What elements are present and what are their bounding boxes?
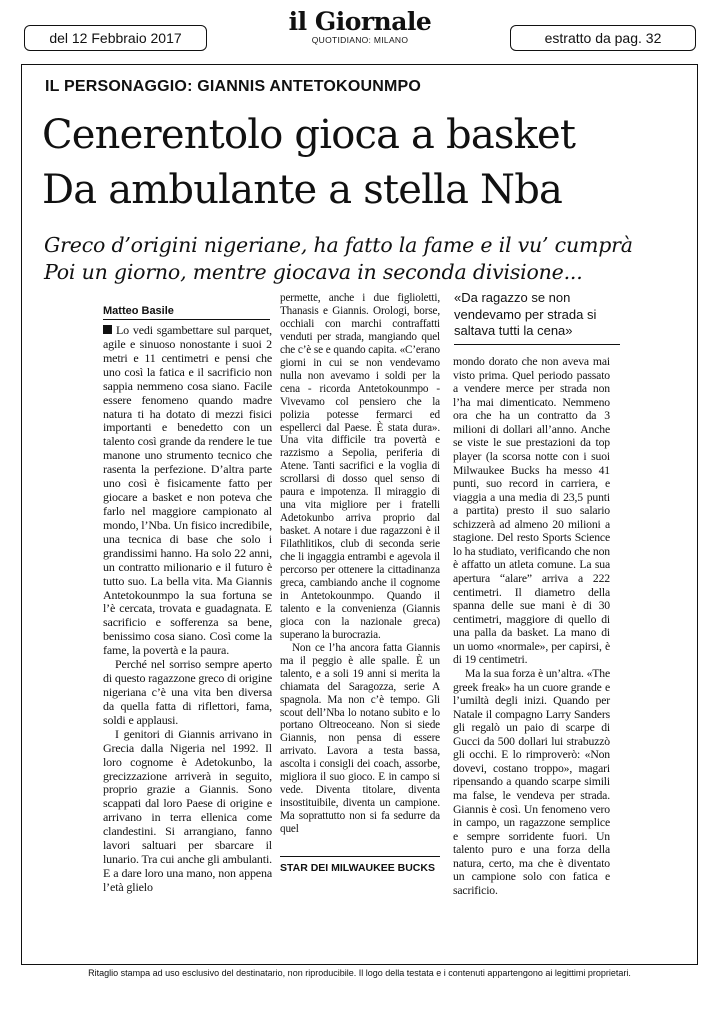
paragraph: I genitori di Giannis arrivano in Grecia dalla Nigeria nel 1992. Il loro cognome è Adetokunbo, la grecizzazione arriverà in seguito, proprio grazie a Giannis. Sono scappati dal loro Paese di origine e arrivano in terra ellenica come clandestini. Si arrangiano, fanno lavori saltuari per sbarcare il lunario. Tra cui anche gli ambulanti. E a dare loro una mano, non appena l’età glielo (103, 726, 272, 894)
masthead-subtitle: QUOTIDIANO: MILANO (311, 35, 409, 45)
article-column-1 (103, 324, 272, 895)
paragraph (103, 324, 272, 658)
masthead-title: il Giornale (288, 7, 432, 36)
masthead (270, 8, 450, 45)
paragraph: mondo dorato che non aveva mai visto prima. Quel periodo passato a vendere merce per strada non l’ha mai dimenticato. Nemmeno ora che ha un contratto da 3 milioni di dollari all’anno. Anche se viste le sue prestazioni da top player (la scorsa notte con i suoi Milwaukee Bucks ha messo 41 punti, suo record in carriera, e viaggia a una media di 23,5 punti a partita) presto il suo salario schizzerà ad almeno 20 milioni a stagione. Del resto Sports Science lo ha studiato, verificando che non è affatto un atleta comune. La sua apertura “alare” arriva a 222 centimetri. Il diametro della spanna delle sue mani è di 30 centimetri, maggiore di quello di una palla da basket. La mano di un uomo «normale», per capirsi, è di 19 centimetri. (453, 355, 610, 667)
page-reference: estratto da pag. 32 (544, 30, 662, 46)
paragraph: permette, anche i due figlioletti, Thanasis e Giannis. Orologi, borse, occhiali con marchi contraffatti venduti per strada, mangiando quel che c’è se e quando capita. «C’erano giorni in cui se non vendevamo nulla non avevamo i soldi per la cena - ricorda Antetokounmpo - Vivevamo col pensiero che la polizia potesse fermarci ed espellerci dal Paese. È stata dura». Una vita difficile tra povertà e razzismo a Sepolia, periferia di Atene. Tanti sacrifici e la voglia di scrollarsi di dosso quel senso di paura e impotenza. Il miraggio di una vita migliore per i fratelli Adetokunbo arriva proprio dal basket. A notare i due ragazzoni è il Filathlitikos, club di seconda serie che li ingaggia entrambi e agevola il percorso per ottenere la cittadinanza greca, cambiando anche il cognome in Antetokounmpo. Quando il talento e la convenienza (Giannis gioca con la nazionale greca) superano la burocrazia. (280, 292, 440, 641)
article-kicker: IL PERSONAGGIO: GIANNIS ANTETOKOUNMPO (45, 78, 422, 95)
paragraph-text: Lo vedi sgambettare sul parquet, agile e sinuoso nonostante i suoi 2 metri e 11 centimetri e pensi che uno così la fatica e il sacrificio non sappia nemmeno cosa siano. Facile essere fenomeno quando madre natura ti ha dotato di mezzi fisici importanti e benedetto con un talento così grande da rendere le tue manone uno strumento tecnico che rasenta la perfezione. D’altra parte uno così è fisicamente fatto per giocare a basket e non poteva che farlo nel maggiore campionato al mondo, l’Nba. Un fisico incredibile, una tecnica di base che solo i grandissimi hanno. Ha solo 22 anni, un contratto milionario e il futuro è tutto suo. La bella vita. Ma Giannis Antetokounmpo la sua fortuna se l’è cercata, trovata e guadagnata. E sacrificio e sofferenza sa bene, benissimo cosa siano. Così come la fame, la povertà e la paura. (103, 323, 272, 658)
photo-caption: STAR DEI MILWAUKEE BUCKS (280, 856, 440, 874)
headline-line-2: Da ambulante a stella Nba (42, 167, 563, 213)
article-column-2 (280, 292, 440, 836)
pull-quote: «Da ragazzo se non vendevamo per strada si saltava tutti la cena» (454, 290, 620, 345)
footer-disclaimer: Ritaglio stampa ad uso esclusivo del destinatario, non riproducibile. Il logo della testata e i contenuti appartengono ai legittimi proprietari. (88, 968, 631, 978)
paragraph: Perché nel sorriso sempre aperto di questo ragazzone greco di origine nigeriana c’è una vita ben diversa da quella fatta di riflettori, fama, soldi e applausi. (103, 657, 272, 727)
date-box (24, 25, 207, 51)
paragraph: Ma la sua forza è un’altra. «The greek freak» ha un cuore grande e l’umiltà degli inizi. Quando per Natale il compagno Larry Sanders gli regalò un paio di scarpe di Gucci da 500 dollari lui strabuzzò gli occhi. E lo rimproverò: «Non dovevi, costano troppo», magari ripensando a quando scarpe simili ma false, le vendeva per strada. Giannis è così. Un fenomeno vero in campo, un ragazzone semplice e sempre sorridente fuori. Un talento puro e una forza della natura, certo, ma che è diventato un campione solo con fatica e sacrificio. (453, 666, 610, 897)
subheadline-line-2: Poi un giorno, mentre giocava in seconda divisione... (44, 260, 583, 284)
subheadline-line-1: Greco d’origini nigeriane, ha fatto la fame e il vu’ cumprà (44, 233, 633, 257)
publication-date: del 12 Febbraio 2017 (49, 30, 182, 46)
article-column-3 (453, 355, 610, 898)
paragraph-start-square-icon (103, 325, 112, 334)
headline-line-1: Cenerentolo gioca a basket (42, 112, 576, 158)
author-byline: Matteo Basile (103, 305, 270, 320)
page-reference-box (510, 25, 696, 51)
paragraph: Non ce l’ha ancora fatta Giannis ma il peggio è alle spalle. È un talento, e a soli 19 anni si merita la chiamata del Saragozza, serie A spagnola. Ma non c’è tempo. Gli scout dell’Nba lo notano subito e lo portano Oltreoceano. Non si siede Giannis, non pensa di essere arrivato. Lavora a testa bassa, ascolta i consigli dei coach, assorbe, migliora il suo gioco. E in campo si vede. Diventa titolare, diventa insostituibile, diventa un campione. Ma soprattutto non si fa sedurre da quel (280, 641, 440, 836)
